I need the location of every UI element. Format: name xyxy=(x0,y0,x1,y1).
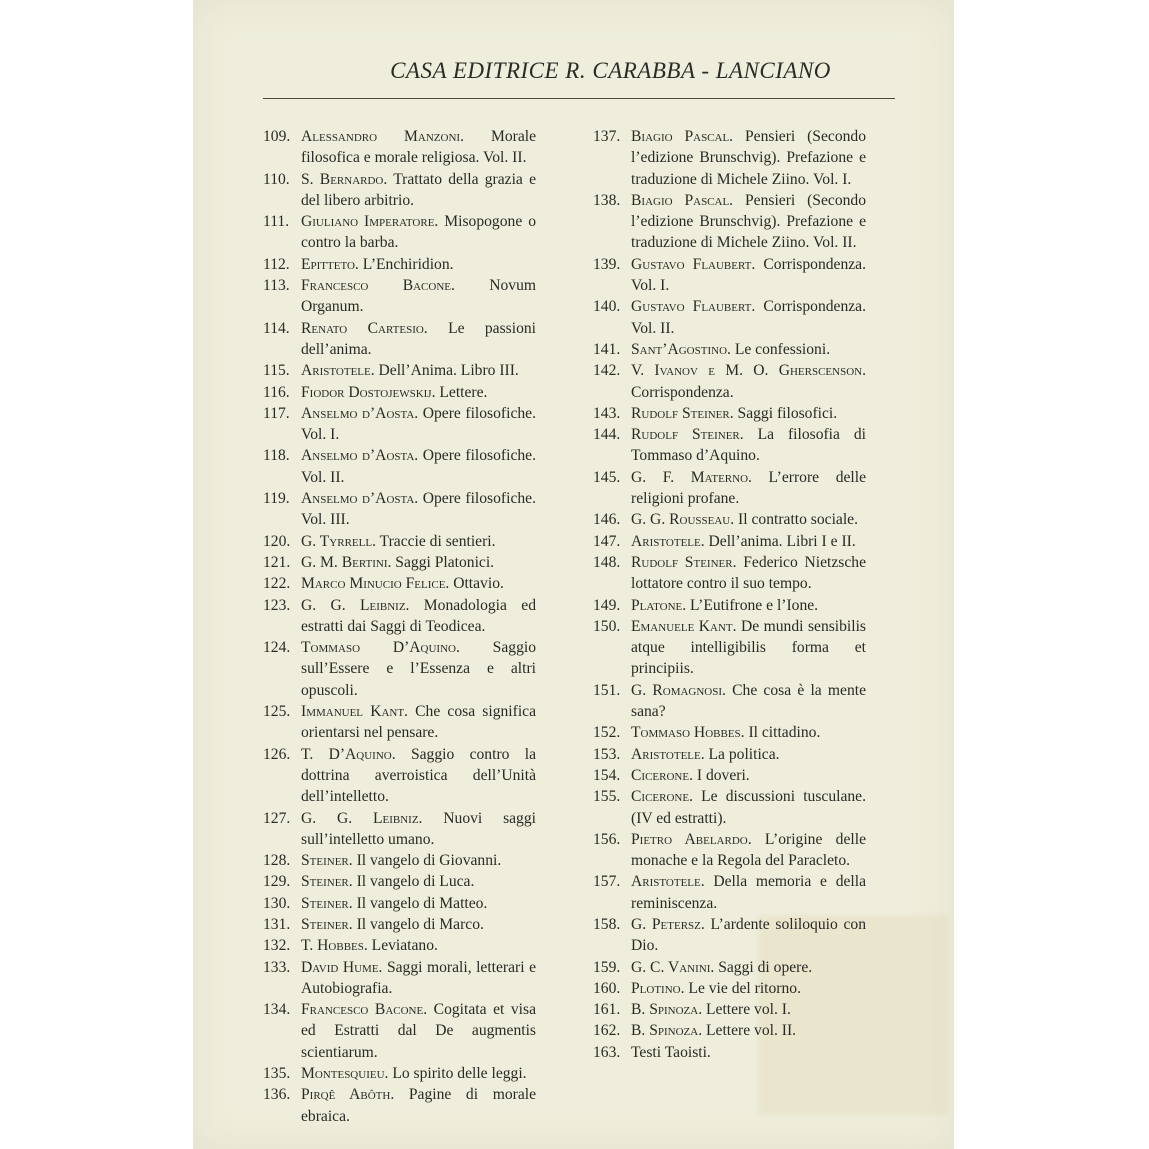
entry-author: Steiner. xyxy=(301,873,353,891)
entry-body xyxy=(631,254,866,297)
entry-author: Tommaso Hobbes. xyxy=(631,724,745,742)
entry-title: Opere filosofiche. Vol. III. xyxy=(301,490,536,529)
entry-title: Le discussioni tusculane. (IV ed estratti). xyxy=(631,788,866,827)
catalog-entry xyxy=(593,190,866,254)
entry-author: Anselmo d’Aosta. xyxy=(301,447,419,465)
catalog-entry xyxy=(593,999,866,1020)
entry-title: L’Eutifrone e l’Ione. xyxy=(686,596,819,614)
catalog-entry xyxy=(263,445,536,488)
catalog-entry xyxy=(593,126,866,190)
catalog-entry xyxy=(263,850,536,871)
entry-body xyxy=(301,403,536,446)
entry-author: T. Hobbes. xyxy=(301,937,368,955)
entry-number: 125. xyxy=(263,703,291,721)
entry-author: Steiner. xyxy=(301,894,353,912)
catalog-entry xyxy=(593,722,866,743)
catalog-entry xyxy=(263,318,536,361)
entry-number: 130. xyxy=(263,894,291,912)
entry-author: Francesco Bacone. xyxy=(301,1001,428,1019)
entry-body xyxy=(631,509,866,530)
entry-body xyxy=(301,999,536,1063)
entry-title: Il cittadino. xyxy=(744,724,821,742)
entry-author: T. D’Aquino. xyxy=(301,745,396,763)
entry-title: Dell’anima. Libri I e II. xyxy=(704,532,856,550)
entry-body xyxy=(301,318,536,361)
entry-number: 149. xyxy=(593,596,621,614)
entry-body xyxy=(301,445,536,488)
entry-number: 120. xyxy=(263,532,291,550)
entry-body xyxy=(301,914,536,935)
entry-number: 126. xyxy=(263,745,291,763)
entry-number: 128. xyxy=(263,852,291,870)
entry-title: Saggi filosofici. xyxy=(733,404,838,422)
entry-number: 110. xyxy=(263,170,290,188)
entry-author: Marco Minucio Felice. xyxy=(301,575,450,593)
catalog-entry xyxy=(593,744,866,765)
entry-title: Saggi Platonici. xyxy=(391,553,495,571)
entry-title: I doveri. xyxy=(692,766,750,784)
entry-number: 118. xyxy=(263,447,290,465)
entry-body xyxy=(301,126,536,169)
catalog-page xyxy=(193,0,954,1149)
entry-number: 161. xyxy=(593,1001,621,1019)
entry-body xyxy=(631,722,866,743)
catalog-entry xyxy=(593,957,866,978)
catalog-entry xyxy=(593,914,866,957)
entry-author: Francesco Bacone. xyxy=(301,277,455,295)
entry-author: Pirqê Abôth. xyxy=(301,1086,395,1104)
catalog-entry xyxy=(263,744,536,808)
entry-title: Le confessioni. xyxy=(730,340,831,358)
entry-author: B. Spinoza. xyxy=(631,1001,703,1019)
entry-author: S. Bernardo. xyxy=(301,170,388,188)
catalog-entry xyxy=(593,403,866,424)
entry-number: 148. xyxy=(593,553,621,571)
entry-number: 135. xyxy=(263,1065,291,1083)
entry-author: G. Tyrrell. xyxy=(301,532,376,550)
entry-body xyxy=(631,403,866,424)
entry-number: 122. xyxy=(263,575,291,593)
right-column xyxy=(593,126,866,1063)
entry-title: Corrispondenza. Vol. I. xyxy=(631,255,867,295)
entry-title: Misopogone o contro la barba. xyxy=(301,213,536,252)
catalog-entry xyxy=(263,595,536,638)
entry-number: 144. xyxy=(593,426,621,444)
entry-title: Federico Nietzsche lottatore contro il suo tempo. xyxy=(631,553,866,593)
catalog-entry xyxy=(263,871,536,892)
entry-body xyxy=(631,339,866,360)
catalog-entry xyxy=(593,296,866,339)
entry-body xyxy=(301,701,536,744)
entry-number: 132. xyxy=(263,937,291,955)
catalog-entry xyxy=(263,1084,536,1127)
entry-body xyxy=(301,211,536,254)
entry-body xyxy=(631,296,866,339)
catalog-entry xyxy=(263,275,536,318)
catalog-entry xyxy=(593,829,866,872)
entry-title: Il vangelo di Luca. xyxy=(352,873,475,891)
entry-number: 152. xyxy=(593,724,621,742)
entry-title: Pagine di morale ebraica. xyxy=(301,1086,536,1125)
entry-body xyxy=(631,1042,866,1063)
entry-body xyxy=(301,850,536,871)
entry-author: Rudolf Steiner. xyxy=(631,553,737,571)
entry-body xyxy=(301,169,536,212)
catalog-entry xyxy=(263,360,536,381)
header-rule xyxy=(263,98,895,99)
entry-title: Dell’Anima. Libro III. xyxy=(374,362,519,380)
catalog-entry xyxy=(593,467,866,510)
entry-title: Saggio contro la dottrina averroistica dell’Unità dell’intelletto. xyxy=(301,745,536,806)
entry-body xyxy=(301,595,536,638)
entry-author: Aristotele. xyxy=(631,532,705,550)
entry-number: 113. xyxy=(263,277,290,295)
catalog-entry xyxy=(593,680,866,723)
entry-body xyxy=(631,744,866,765)
entry-title: Opere filosofiche. Vol. II. xyxy=(301,447,536,486)
entry-author: G. Romagnosi. xyxy=(631,681,726,699)
entry-body xyxy=(301,573,536,594)
entry-title: Il vangelo di Matteo. xyxy=(352,894,488,912)
entry-author: Tommaso D’Aquino. xyxy=(301,639,460,657)
entry-number: 155. xyxy=(593,788,621,806)
entry-body xyxy=(631,595,866,616)
entry-number: 142. xyxy=(593,362,621,380)
entry-number: 153. xyxy=(593,745,621,763)
entry-number: 117. xyxy=(263,404,290,422)
entry-author: Plotino. xyxy=(631,979,685,997)
entry-title: Lettere vol. II. xyxy=(702,1022,797,1040)
catalog-entry xyxy=(593,254,866,297)
entry-number: 127. xyxy=(263,809,291,827)
entry-title: L’origine delle monache e la Regola del Paracleto. xyxy=(631,830,866,870)
catalog-entry xyxy=(593,595,866,616)
entry-author: G. G. Rousseau. xyxy=(631,511,735,529)
entry-author: Fiodor Dostojewskij. xyxy=(301,383,436,401)
entry-number: 163. xyxy=(593,1043,621,1061)
entry-title: La filosofia di Tommaso d’Aquino. xyxy=(631,426,866,465)
entry-number: 121. xyxy=(263,553,291,571)
catalog-entry xyxy=(593,978,866,999)
entry-title: De mundi sensibilis atque intelligibilis forma et principiis. xyxy=(631,617,866,678)
entry-title: La politica. xyxy=(704,745,780,763)
entry-number: 131. xyxy=(263,915,291,933)
catalog-entry xyxy=(263,637,536,701)
entry-title: Pensieri (Secondo l’edizione Brunschvig). Prefazione e traduzione di Michele Ziino. Vol. II. xyxy=(631,191,867,252)
entry-author: Anselmo d’Aosta. xyxy=(301,490,419,508)
entry-number: 146. xyxy=(593,511,621,529)
entry-title: Le passioni dell’anima. xyxy=(301,319,536,358)
entry-title: Lo spirito delle leggi. xyxy=(388,1065,527,1083)
entry-body xyxy=(631,914,866,957)
entry-number: 136. xyxy=(263,1086,291,1104)
entry-author: Pietro Abelardo. xyxy=(631,830,752,848)
catalog-entry xyxy=(263,403,536,446)
entry-title: Monadologia ed estratti dai Saggi di Teodicea. xyxy=(301,596,536,635)
entry-number: 147. xyxy=(593,532,621,550)
entry-title: Il contratto sociale. xyxy=(734,511,858,529)
entry-title: Trattato della grazia e del libero arbitrio. xyxy=(301,170,536,209)
entry-title: Ottavio. xyxy=(449,575,504,593)
catalog-entry xyxy=(263,211,536,254)
entry-author: G. G. Leibniz. xyxy=(301,809,423,827)
catalog-entry xyxy=(263,382,536,403)
catalog-entry xyxy=(593,765,866,786)
entry-title: Saggi morali, letterari e Autobiografia. xyxy=(301,958,536,997)
entry-number: 123. xyxy=(263,596,291,614)
entry-author: G. C. Vanini. xyxy=(631,958,715,976)
entry-author: Gustavo Flaubert. xyxy=(631,298,756,316)
catalog-entry xyxy=(263,893,536,914)
entry-body xyxy=(631,190,866,254)
entry-author: Emanuele Kant. xyxy=(631,617,737,635)
entry-body xyxy=(631,552,866,595)
entry-number: 134. xyxy=(263,1001,291,1019)
entry-author: Aristotele. xyxy=(631,745,705,763)
entry-body xyxy=(301,1063,536,1084)
entry-body xyxy=(631,1020,866,1041)
entry-number: 115. xyxy=(263,362,290,380)
entry-author: Gustavo Flaubert. xyxy=(631,255,756,273)
catalog-entry xyxy=(593,552,866,595)
entry-body xyxy=(631,616,866,680)
entry-number: 111. xyxy=(263,213,290,231)
entry-title: L’errore delle religioni profane. xyxy=(631,468,867,508)
entry-title: Opere filosofiche. Vol. I. xyxy=(301,404,536,444)
entry-body xyxy=(301,360,536,381)
catalog-entry xyxy=(263,1063,536,1084)
entry-title: Che cosa è la mente sana? xyxy=(631,681,866,721)
catalog-entry xyxy=(263,573,536,594)
catalog-entry xyxy=(593,786,866,829)
entry-author: Steiner. xyxy=(301,852,353,870)
entry-number: 162. xyxy=(593,1022,621,1040)
left-column xyxy=(263,126,536,1127)
entry-title: Nuovi saggi sull’intelletto umano. xyxy=(301,809,536,848)
catalog-entry xyxy=(593,424,866,467)
entry-title: L’ardente soliloquio con Dio. xyxy=(631,915,866,955)
entry-author: B. Spinoza. xyxy=(631,1022,703,1040)
entry-body xyxy=(631,829,866,872)
catalog-entry xyxy=(263,935,536,956)
entry-number: 143. xyxy=(593,404,621,422)
entry-number: 119. xyxy=(263,490,290,508)
entry-title: Morale filosofica e morale religiosa. Vol. II. xyxy=(301,128,536,167)
entry-author: Immanuel Kant. xyxy=(301,703,408,721)
catalog-entry xyxy=(263,488,536,531)
entry-body xyxy=(301,254,536,275)
entry-body xyxy=(301,552,536,573)
entry-author: V. Ivanov e M. O. Gherscenson. xyxy=(631,362,866,380)
entry-body xyxy=(301,957,536,1000)
entry-body xyxy=(631,680,866,723)
entry-body xyxy=(631,978,866,999)
entry-author: G. F. Materno. xyxy=(631,468,752,486)
entry-number: 160. xyxy=(593,979,621,997)
entry-title: Il vangelo di Giovanni. xyxy=(352,852,502,870)
entry-number: 138. xyxy=(593,191,621,209)
entry-number: 141. xyxy=(593,340,621,358)
catalog-entry xyxy=(593,871,866,914)
entry-title: Lettere vol. I. xyxy=(702,1001,791,1019)
entry-number: 124. xyxy=(263,639,291,657)
entry-author: David Hume. xyxy=(301,958,383,976)
entry-body xyxy=(301,1084,536,1127)
entry-author: Cicerone. xyxy=(631,766,693,784)
catalog-entry xyxy=(263,254,536,275)
catalog-entry xyxy=(263,957,536,1000)
entry-body xyxy=(631,360,866,403)
entry-title: Cogitata et visa ed Estratti dal De augmentis scientiarum. xyxy=(301,1001,537,1061)
entry-title: Leviatano. xyxy=(367,937,438,955)
catalog-entry xyxy=(263,701,536,744)
entry-number: 156. xyxy=(593,830,621,848)
entry-author: Alessandro Manzoni. xyxy=(301,128,464,145)
entry-body xyxy=(301,488,536,531)
entry-title: Che cosa significa orientarsi nel pensare. xyxy=(301,703,536,742)
entry-body xyxy=(301,275,536,318)
entry-number: 151. xyxy=(593,681,621,699)
entry-number: 137. xyxy=(593,128,621,145)
entry-body xyxy=(631,999,866,1020)
entry-author: Platone. xyxy=(631,596,687,614)
catalog-entry xyxy=(263,169,536,212)
entry-body xyxy=(631,126,866,190)
entry-body xyxy=(631,957,866,978)
catalog-entry xyxy=(263,914,536,935)
entry-author: Epitteto. xyxy=(301,255,359,273)
entry-body xyxy=(631,467,866,510)
entry-title: Corrispondenza. Vol. II. xyxy=(631,298,867,337)
entry-number: 112. xyxy=(263,255,290,273)
entry-author: Cicerone. xyxy=(631,788,693,806)
entry-title: Pensieri (Secondo l’edizione Brunschvig). Prefazione e traduzione di Michele Ziino. Vol. I. xyxy=(631,128,867,188)
entry-body xyxy=(301,637,536,701)
entry-author: G. G. Leibniz. xyxy=(301,596,410,614)
entry-title: Lettere. xyxy=(435,383,488,401)
entry-number: 158. xyxy=(593,915,621,933)
entry-author: Anselmo d’Aosta. xyxy=(301,404,419,422)
catalog-entry xyxy=(593,339,866,360)
entry-body xyxy=(301,744,536,808)
entry-number: 109. xyxy=(263,128,291,145)
entry-author: G. Petersz. xyxy=(631,915,705,933)
entry-body xyxy=(301,871,536,892)
catalog-entry xyxy=(263,808,536,851)
entry-title: Le vie del ritorno. xyxy=(684,979,801,997)
entry-author: Biagio Pascal. xyxy=(631,191,734,209)
entry-title: Testi Taoisti. xyxy=(631,1043,711,1061)
entry-title: Della memoria e della reminiscenza. xyxy=(631,873,866,912)
entry-title: Traccie di sentieri. xyxy=(375,532,496,550)
catalog-entry xyxy=(593,1020,866,1041)
entry-number: 114. xyxy=(263,319,290,337)
entry-body xyxy=(631,786,866,829)
entry-body xyxy=(631,424,866,467)
entry-number: 116. xyxy=(263,383,290,401)
entry-number: 139. xyxy=(593,255,621,273)
catalog-entry xyxy=(593,360,866,403)
entry-author: Montesquieu. xyxy=(301,1065,389,1083)
entry-number: 159. xyxy=(593,958,621,976)
entry-body xyxy=(301,808,536,851)
entry-author: Biagio Pascal. xyxy=(631,128,734,145)
entry-author: Renato Cartesio. xyxy=(301,319,428,337)
entry-title: Saggi di opere. xyxy=(714,958,813,976)
entry-author: Sant’Agostino. xyxy=(631,340,731,358)
entry-author: Rudolf Steiner. xyxy=(631,426,744,444)
entry-body xyxy=(631,871,866,914)
entry-author: Aristotele. xyxy=(631,873,705,891)
entry-number: 133. xyxy=(263,958,291,976)
entry-number: 150. xyxy=(593,617,621,635)
entry-author: Rudolf Steiner. xyxy=(631,404,734,422)
entry-number: 154. xyxy=(593,766,621,784)
entry-body xyxy=(301,893,536,914)
entry-author: Aristotele. xyxy=(301,362,375,380)
entry-author: Giuliano Imperatore. xyxy=(301,213,439,231)
entry-body xyxy=(631,765,866,786)
entry-body xyxy=(631,531,866,552)
catalog-entry xyxy=(263,126,536,169)
entry-number: 140. xyxy=(593,298,621,316)
entry-body xyxy=(301,935,536,956)
entry-title: Novum Organum. xyxy=(301,277,536,316)
entry-title: L’Enchiridion. xyxy=(358,255,454,273)
catalog-entry xyxy=(593,1042,866,1063)
entry-author: Steiner. xyxy=(301,915,353,933)
entry-title: Saggio sull’Essere e l’Essenza e altri opuscoli. xyxy=(301,639,536,699)
catalog-entry xyxy=(593,531,866,552)
entry-title: Il vangelo di Marco. xyxy=(352,915,484,933)
entry-body xyxy=(301,382,536,403)
entry-number: 145. xyxy=(593,468,621,486)
catalog-entry xyxy=(263,531,536,552)
page-header: CASA EDITRICE R. CARABBA - LANCIANO xyxy=(390,58,831,83)
entry-title: Corrispondenza. xyxy=(631,383,734,401)
entry-number: 157. xyxy=(593,873,621,891)
catalog-entry xyxy=(263,999,536,1063)
entry-body xyxy=(301,531,536,552)
entry-number: 129. xyxy=(263,873,291,891)
catalog-entry xyxy=(593,616,866,680)
entry-author: G. M. Bertini. xyxy=(301,553,392,571)
catalog-entry xyxy=(263,552,536,573)
catalog-entry xyxy=(593,509,866,530)
